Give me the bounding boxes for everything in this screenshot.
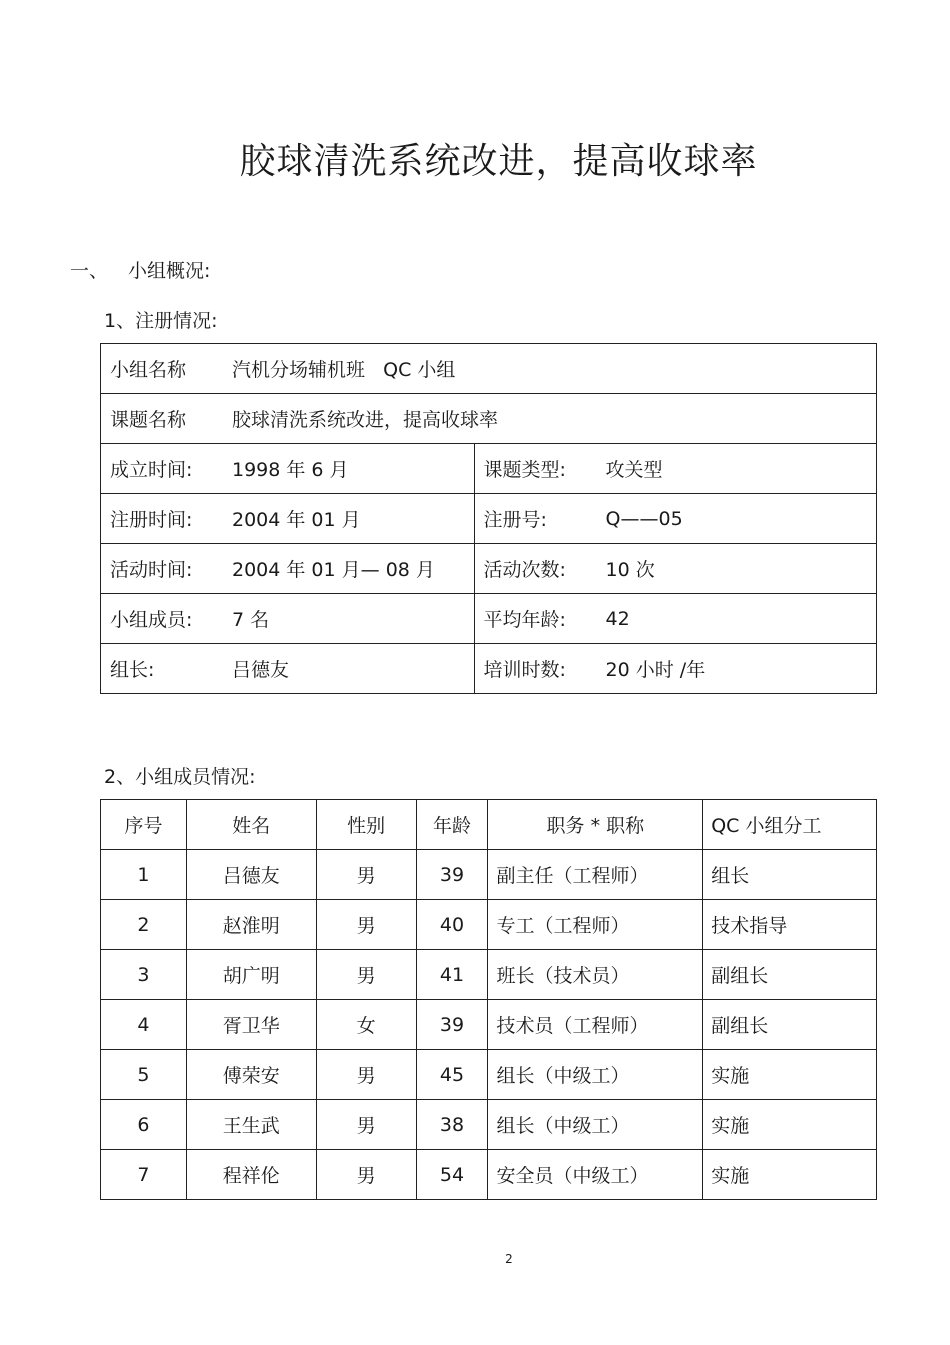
table-cell: 胡广明 (186, 950, 316, 1000)
table-cell (101, 344, 877, 394)
table-row (101, 850, 877, 900)
field-value: 1998 年 6 月 (232, 459, 349, 481)
field-label: 培训时数: (483, 659, 566, 681)
table-row (101, 900, 877, 950)
table-cell: 副组长 (703, 950, 877, 1000)
field-label: 活动时间: (110, 559, 193, 581)
table-row (101, 394, 877, 444)
table-cell: 赵淮明 (186, 900, 316, 950)
field-value: 2004 年 01 月 (232, 509, 361, 531)
table-cell: 王生武 (186, 1100, 316, 1150)
table-cell: 技术员（工程师） (488, 1000, 703, 1050)
table-cell: 男 (316, 1150, 416, 1200)
field-label: 注册时间: (110, 509, 193, 531)
section-number: 一、 (70, 260, 109, 282)
table-cell: 班长（技术员） (488, 950, 703, 1000)
table-cell: 组长（中级工） (488, 1100, 703, 1150)
field-label: 课题类型: (483, 459, 566, 481)
table-cell: 3 (101, 950, 187, 1000)
table-cell: 实施 (703, 1050, 877, 1100)
column-header: 年龄 (416, 800, 488, 850)
field-label: 成立时间: (110, 459, 193, 481)
table-cell: 技术指导 (703, 900, 877, 950)
table-row (101, 1100, 877, 1150)
table-cell: 4 (101, 1000, 187, 1050)
table-cell: 1 (101, 850, 187, 900)
table-row (101, 494, 877, 544)
table-cell: 39 (416, 1000, 488, 1050)
table-cell (474, 494, 876, 544)
table-cell: 副主任（工程师） (488, 850, 703, 900)
table-row (101, 1150, 877, 1200)
column-header: 职务 * 职称 (488, 800, 703, 850)
field-label: 小组成员: (110, 609, 193, 631)
table-cell: 组长 (703, 850, 877, 900)
column-header: QC 小组分工 (703, 800, 877, 850)
field-value: 42 (605, 607, 630, 630)
table-cell: 组长（中级工） (488, 1050, 703, 1100)
field-value: 7 名 (232, 609, 270, 631)
table-cell (474, 644, 876, 694)
section-label: 小组概况: (128, 260, 211, 282)
members-table (100, 799, 877, 1200)
table-cell: 傅荣安 (186, 1050, 316, 1100)
table-cell: 胥卫华 (186, 1000, 316, 1050)
table-cell: 吕德友 (186, 850, 316, 900)
page-number: 2 (505, 1252, 513, 1266)
table-row (101, 950, 877, 1000)
table-cell: 专工（工程师） (488, 900, 703, 950)
table-cell (101, 594, 475, 644)
table-cell (101, 444, 475, 494)
table-row (101, 444, 877, 494)
table-cell: 男 (316, 900, 416, 950)
table-cell: 程祥伦 (186, 1150, 316, 1200)
table-row (101, 344, 877, 394)
table-cell: 54 (416, 1150, 488, 1200)
table-cell (101, 494, 475, 544)
column-header: 序号 (101, 800, 187, 850)
table-cell: 男 (316, 1050, 416, 1100)
table-row (101, 544, 877, 594)
field-label: 小组名称 (110, 359, 187, 381)
field-label: 注册号: (483, 509, 547, 531)
table-cell (474, 594, 876, 644)
table-cell: 6 (101, 1100, 187, 1150)
table-cell: 5 (101, 1050, 187, 1100)
table-cell: 男 (316, 850, 416, 900)
table-cell: 实施 (703, 1150, 877, 1200)
column-header: 姓名 (186, 800, 316, 850)
table-row (101, 594, 877, 644)
table-cell: 2 (101, 900, 187, 950)
table-header-row (101, 800, 877, 850)
table-cell: 45 (416, 1050, 488, 1100)
members-heading: 2、小组成员情况: (104, 766, 256, 788)
registration-table (100, 343, 877, 694)
table-cell: 副组长 (703, 1000, 877, 1050)
table-row (101, 1050, 877, 1100)
table-cell: 7 (101, 1150, 187, 1200)
table-cell: 安全员（中级工） (488, 1150, 703, 1200)
field-value: 攻关型 (605, 459, 663, 481)
table-cell (101, 644, 475, 694)
field-value: 胶球清洗系统改进，提高收球率 (232, 409, 499, 431)
table-cell: 41 (416, 950, 488, 1000)
field-label: 活动次数: (483, 559, 566, 581)
table-cell: 男 (316, 1100, 416, 1150)
field-label: 组长: (110, 659, 155, 681)
table-row (101, 1000, 877, 1050)
field-label: 课题名称 (110, 409, 187, 431)
field-label: 平均年龄: (483, 609, 566, 631)
field-value: 10 次 (605, 559, 655, 581)
field-value: 汽机分场辅机班 QC 小组 (232, 359, 456, 381)
table-cell (101, 544, 475, 594)
field-value: 2004 年 01 月— 08 月 (232, 559, 435, 581)
table-row (101, 644, 877, 694)
table-cell: 男 (316, 950, 416, 1000)
table-cell (474, 444, 876, 494)
table-cell (101, 394, 877, 444)
table-cell: 38 (416, 1100, 488, 1150)
field-value: Q——05 (605, 507, 683, 530)
table-cell: 女 (316, 1000, 416, 1050)
table-cell (474, 544, 876, 594)
field-value: 吕德友 (232, 659, 290, 681)
field-value: 20 小时 /年 (605, 659, 706, 681)
registration-heading: 1、注册情况: (104, 310, 218, 332)
page-title: 胶球清洗系统改进，提高收球率 (239, 141, 758, 182)
table-cell: 40 (416, 900, 488, 950)
column-header: 性别 (316, 800, 416, 850)
section-heading (70, 256, 210, 283)
table-cell: 39 (416, 850, 488, 900)
table-cell: 实施 (703, 1100, 877, 1150)
